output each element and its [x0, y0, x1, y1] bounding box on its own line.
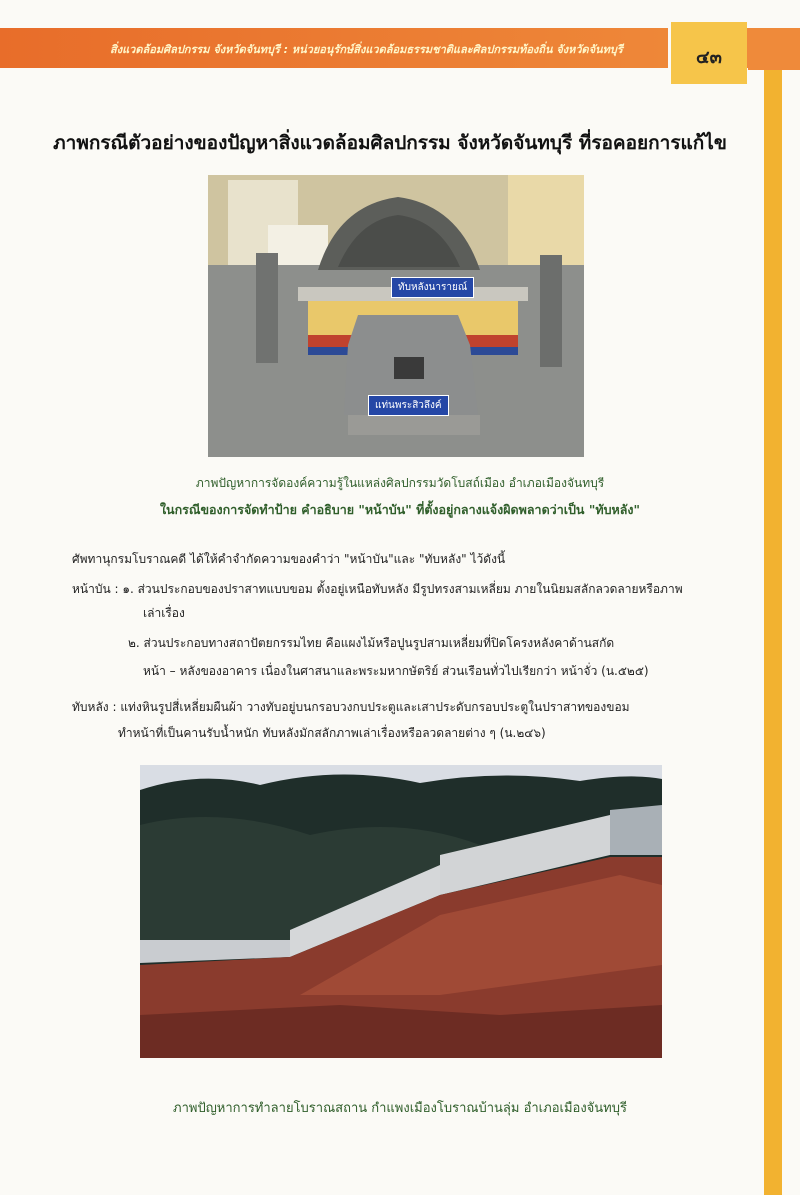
page-title: ภาพกรณีตัวอย่างของปัญหาสิ่งแวดล้อมศิลปกรรม จังหวัดจันทบุรี ที่รอคอยการแก้ไข — [53, 132, 727, 154]
caption-photo-2: ภาพปัญหาการทำลายโบราณสถาน กำแพงเมืองโบราณบ้านลุ่ม อำเภอเมืองจันทบุรี — [173, 1101, 627, 1116]
caption-photo-1-detail: ในกรณีของการจัดทำป้าย คำอธิบาย "หน้าบัน" ที่ตั้งอยู่กลางแจ้งผิดพลาดว่าเป็น "ทับหลัง" — [159, 502, 641, 517]
definitions-intro: ศัพทานุกรมโบราณคดี ได้ให้คำจำกัดความของคำว่า "หน้าบัน"และ "ทับหลัง" ไว้ดังนี้ — [72, 552, 506, 566]
page-number: ๔๓ — [696, 47, 722, 68]
right-stripe — [764, 70, 782, 1195]
sign-lintel-label: ทับหลังนารายณ์ — [391, 277, 474, 298]
definition-nabun-2: ๒. ส่วนประกอบทางสถาปัตยกรรมไทย คือแผงไม้หรือปูนรูปสามเหลี่ยมที่ปิดโครงหลังคาด้านสกัด — [128, 636, 615, 650]
definition-nabun-1-cont: เล่าเรื่อง — [143, 606, 185, 620]
running-title: สิ่งแวดล้อมศิลปกรรม จังหวัดจันทบุรี : หน่วยอนุรักษ์สิ่งแวดล้อมธรรมชาติและศิลปกรรมท้องถิ่น จังหวัดจันทบุรี — [110, 43, 623, 56]
definition-tublang: ทับหลัง : แท่งหินรูปสี่เหลี่ยมผืนผ้า วางทับอยู่บนกรอบวงกบประตูและเสาประดับกรอบประตูในปราสาทของขอม — [72, 700, 630, 714]
definition-nabun-1: หน้าบัน : ๑. ส่วนประกอบของปราสาทแบบขอม ตั้งอยู่เหนือทับหลัง มีรูปทรงสามเหลี่ยม ภายในนิยมสลักลวดลายหรือภาพ — [72, 582, 683, 596]
definition-nabun-2-cont: หน้า – หลังของอาคาร เนื่องในศาสนาและพระมหากษัตริย์ ส่วนเรือนทั่วไปเรียกว่า หน้าจั่ว (น.๕๒๕) — [143, 664, 649, 678]
caption-photo-1: ภาพปัญหาการจัดองค์ความรู้ในแหล่งศิลปกรรมวัดโบสถ์เมือง อำเภอเมืองจันทบุรี — [195, 476, 605, 490]
photo-pediment-display — [208, 175, 584, 457]
page-number-box — [668, 22, 747, 84]
definition-tublang-cont: ทำหน้าที่เป็นคานรับน้ำหนัก ทับหลังมักสลักภาพเล่าเรื่องหรือลวดลายต่าง ๆ (น.๒๔๖) — [118, 726, 546, 740]
city-wall-illustration — [140, 765, 662, 1058]
sign-pedestal-label: แท่นพระสิวลึงค์ — [368, 395, 449, 416]
photo-city-wall-destruction — [140, 765, 662, 1058]
header-band-right — [748, 28, 800, 70]
